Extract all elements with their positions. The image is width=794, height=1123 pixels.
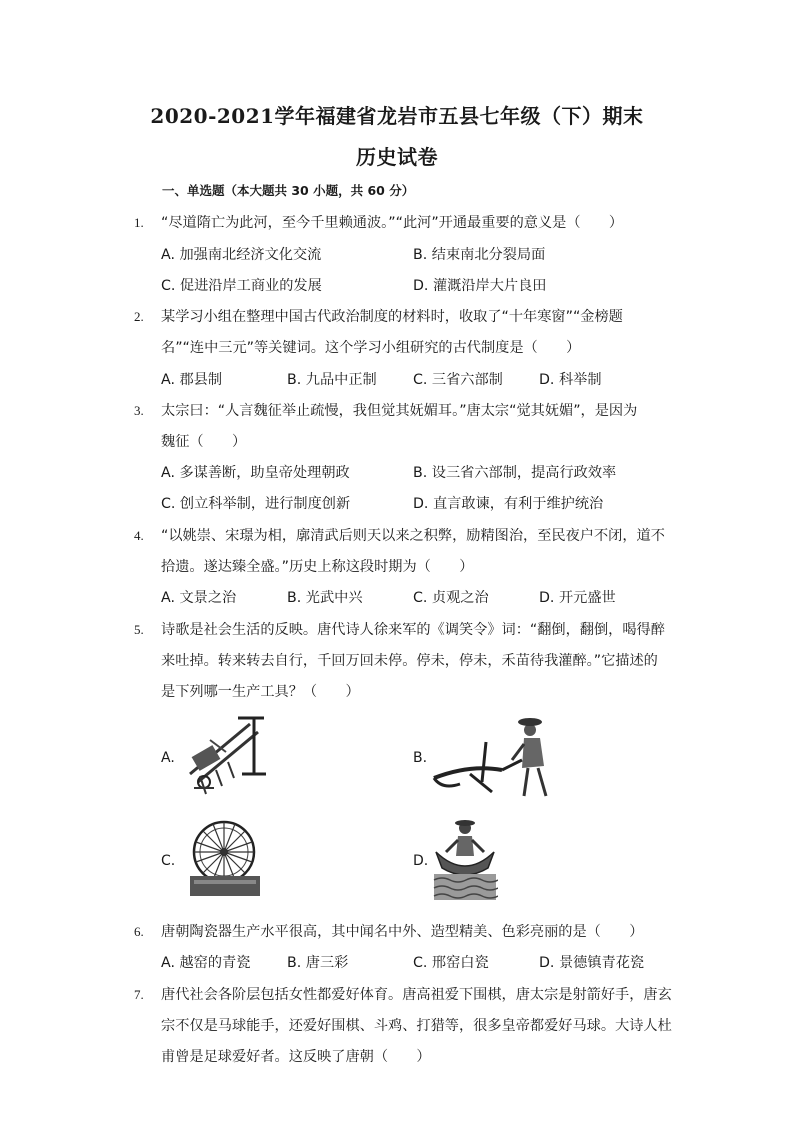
- chain-pump-image: [180, 712, 270, 802]
- question-number: 7.: [134, 987, 144, 1002]
- question-number: 5.: [134, 622, 144, 637]
- question-text: 名”“连中三元”等关键词。这个学习小组研究的古代制度是（ ）: [161, 340, 581, 356]
- option-a: A. 多谋善断，助皇帝处理朝政: [161, 465, 350, 481]
- question-text: 甫曾是足球爱好者。这反映了唐朝（ ）: [161, 1049, 431, 1065]
- question-text: 拾遗。遂达臻全盛。”历史上称这段时期为（ ）: [161, 559, 474, 575]
- option-c: C. 邢窑白瓷: [413, 955, 489, 971]
- question-number: 2.: [134, 309, 144, 324]
- question-text: 是下列哪一生产工具？（ ）: [161, 684, 360, 700]
- option-c: C. 贞观之治: [413, 590, 489, 606]
- option-b: B. 结束南北分裂局面: [413, 247, 546, 263]
- question-number: 1.: [134, 215, 144, 230]
- option-a: A. 郡县制: [161, 372, 223, 388]
- option-c: C. 创立科举制，进行制度创新: [161, 496, 351, 512]
- question-text: “以姚崇、宋璟为相，廓清武后则天以来之积弊，励精图治，至民夜户不闭，道不: [161, 528, 665, 544]
- option-a: A. 越窑的青瓷: [161, 955, 251, 971]
- image-option-label-a: A.: [161, 750, 175, 766]
- image-option-label-b: B.: [413, 750, 428, 766]
- option-d: D. 直言敢谏，有利于维护统治: [413, 496, 604, 512]
- question-text: “尽道隋亡为此河，至今千里赖通波。”“此河”开通最重要的意义是（ ）: [161, 215, 624, 231]
- option-c: C. 三省六部制: [413, 372, 503, 388]
- question-text: 唐代社会各阶层包括女性都爱好体育。唐高祖爱下围棋，唐太宗是射箭好手，唐玄: [161, 987, 672, 1003]
- question-number: 3.: [134, 403, 144, 418]
- question-text: 某学习小组在整理中国古代政治制度的材料时，收取了“十年寒窗”“金榜题: [161, 309, 623, 325]
- question-text: 诗歌是社会生活的反映。唐代诗人徐来军的《调笑令》词：“翻倒，翻倒，喝得醉: [161, 622, 665, 638]
- image-option-label-d: D.: [413, 853, 429, 869]
- question-text: 太宗曰：“人言魏征举止疏慢，我但觉其妩媚耳。”唐太宗“觉其妩媚”，是因为: [161, 403, 638, 419]
- image-option-label-c: C.: [161, 853, 176, 869]
- option-b: B. 九品中正制: [287, 372, 377, 388]
- option-d: D. 科举制: [539, 372, 602, 388]
- option-d: D. 景德镇青花瓷: [539, 955, 645, 971]
- option-d: D. 灌溉沿岸大片良田: [413, 278, 547, 294]
- question-text: 魏征（ ）: [161, 434, 247, 450]
- question-text: 来吐掉。转来转去自行，千回万回未停。停未，停未，禾苗待我灌醉。”它描述的: [161, 653, 658, 669]
- option-c: C. 促进沿岸工商业的发展: [161, 278, 322, 294]
- question-text: 宗不仅是马球能手，还爱好围棋、斗鸡、打猎等，很多皇帝都爱好马球。大诗人杜: [161, 1018, 672, 1034]
- option-b: B. 唐三彩: [287, 955, 349, 971]
- exam-subtitle: 历史试卷: [356, 145, 438, 169]
- option-b: B. 设三省六部制，提高行政效率: [413, 465, 617, 481]
- section-heading: 一、单选题（本大题共 30 小题，共 60 分）: [162, 183, 415, 198]
- option-b: B. 光武中兴: [287, 590, 363, 606]
- option-d: D. 开元盛世: [539, 590, 616, 606]
- plow-image: [430, 712, 560, 802]
- exam-title: 2020-2021学年福建省龙岩市五县七年级（下）期末: [150, 104, 644, 128]
- water-wheel-image: [188, 818, 262, 898]
- question-number: 4.: [134, 528, 144, 543]
- option-a: A. 加强南北经济文化交流: [161, 247, 322, 263]
- option-a: A. 文景之治: [161, 590, 237, 606]
- question-number: 6.: [134, 924, 144, 939]
- boat-tool-image: [432, 818, 498, 902]
- question-text: 唐朝陶瓷器生产水平很高，其中闻名中外、造型精美、色彩亮丽的是（ ）: [161, 924, 644, 940]
